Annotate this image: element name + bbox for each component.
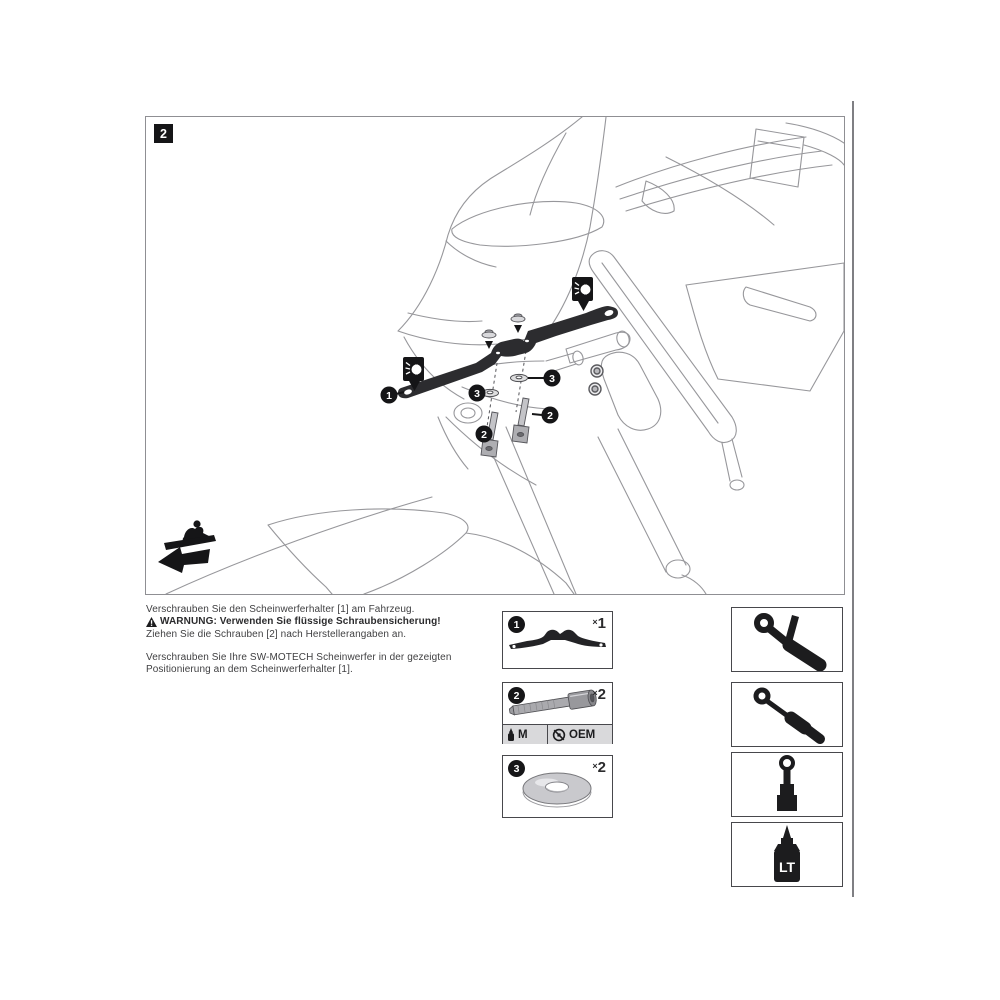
- socket-extension-icon: [732, 753, 842, 816]
- part-box-bracket: [502, 611, 613, 669]
- callout-1: 1: [386, 389, 392, 402]
- motorcycle-assembly-illustration: [146, 117, 844, 594]
- callout-3-left: 3: [474, 387, 480, 400]
- threadlocker-label: LT: [778, 859, 796, 875]
- callout-2-left: 2: [481, 428, 487, 441]
- headlight-position-icon-right: [572, 277, 593, 311]
- part-quantity: [592, 615, 606, 633]
- oem-torque-icon: [552, 728, 566, 742]
- quantity-symbol: ×: [592, 688, 598, 698]
- callout-3-right: 3: [549, 372, 555, 385]
- part-box-screw: [502, 682, 613, 744]
- warning-line: [146, 616, 516, 628]
- quantity-symbol: ×: [592, 761, 598, 771]
- quantity-value: 1: [597, 615, 606, 632]
- threadlocker-bottle-icon: [732, 823, 842, 886]
- warning-text: WARNUNG: Verwenden Sie flüssige Schraubensicherung!: [160, 616, 441, 628]
- torque-label: OEM: [569, 728, 596, 741]
- tool-box-ratchet: [731, 607, 843, 672]
- screw-spec-bar: [503, 724, 612, 744]
- part-number-badge: 1: [508, 616, 525, 633]
- torque-screwdriver-icon: [732, 683, 842, 746]
- callout-2-right: 2: [547, 409, 553, 422]
- rider-direction-icon: [158, 520, 216, 573]
- page-divider-line: [852, 101, 854, 897]
- down-arrow-icon: [578, 301, 589, 311]
- washers-part: [482, 374, 528, 396]
- step-number-badge: 2: [154, 124, 173, 143]
- part-number-badge: 3: [508, 760, 525, 777]
- part-quantity: [592, 759, 606, 777]
- instruction-line-1: Verschrauben Sie den Scheinwerferhalter [1] am Fahrzeug.: [146, 604, 415, 615]
- quantity-value: 2: [597, 759, 606, 776]
- quantity-value: 2: [597, 686, 606, 703]
- threadlock-label: M: [518, 728, 528, 741]
- tool-box-socket-extension: [731, 752, 843, 817]
- part-quantity: [592, 686, 606, 704]
- instruction-line-3: Ziehen Sie die Schrauben [2] nach Herstellerangaben an.: [146, 628, 407, 640]
- torque-spec-cell: [548, 725, 612, 744]
- fork-clamp-bolts: [589, 365, 603, 395]
- instruction-text-block: [146, 604, 516, 676]
- down-arrow-icon: [514, 325, 522, 333]
- headlight-bracket-part: [398, 306, 618, 398]
- part-box-washer: [502, 755, 613, 818]
- step-diagram-panel: [145, 116, 845, 595]
- part-number-badge: 2: [508, 687, 525, 704]
- tool-box-torque-screwdriver: [731, 682, 843, 747]
- instruction-para2-line-2: Positionierung an dem Scheinwerferhalter [1].: [146, 664, 353, 676]
- warning-triangle-icon: [146, 617, 157, 627]
- instruction-para2-line-1: Verschrauben Sie Ihre SW-MOTECH Scheinwerfer in der gezeigten: [146, 651, 452, 663]
- quantity-symbol: ×: [592, 617, 598, 627]
- tool-box-threadlocker: [731, 822, 843, 887]
- threadlock-spec-cell: [503, 725, 548, 744]
- threadlocker-mini-icon: [507, 728, 515, 741]
- ratchet-bit-wrench-icon: [732, 608, 842, 671]
